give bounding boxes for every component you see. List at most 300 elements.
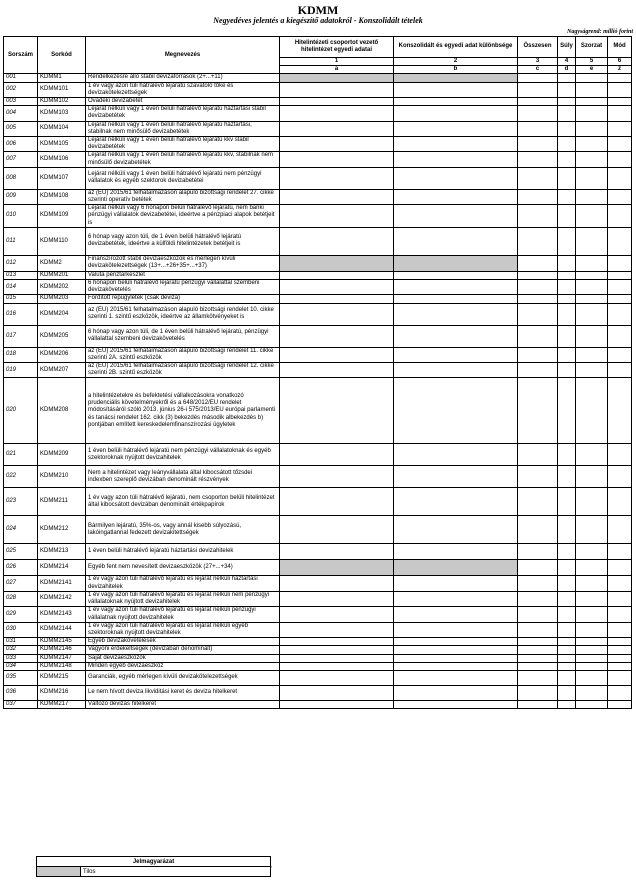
value-cell[interactable] — [558, 227, 576, 255]
value-cell[interactable] — [280, 227, 394, 255]
value-cell[interactable] — [518, 189, 558, 204]
header-sorszam: Sorszám — [4, 37, 38, 74]
value-cell[interactable] — [280, 466, 394, 488]
value-cell[interactable] — [558, 700, 576, 708]
value-cell[interactable] — [576, 662, 608, 670]
value-cell[interactable] — [518, 685, 558, 700]
value-cell[interactable] — [394, 670, 518, 685]
value-cell[interactable] — [576, 363, 608, 378]
row-code: KDMM108 — [38, 189, 86, 204]
value-cell[interactable] — [280, 444, 394, 466]
value-cell[interactable] — [394, 82, 518, 97]
row-description: 1 év vagy azon túli hátralévő lejáratú és lejárat nélküli nem pénzügyi vállalatoknak nyújtott devizahitelek — [86, 591, 280, 606]
value-cell[interactable] — [518, 152, 558, 167]
value-cell[interactable] — [518, 378, 558, 444]
value-cell[interactable] — [280, 205, 394, 228]
value-cell[interactable] — [608, 205, 632, 228]
value-cell[interactable] — [558, 638, 576, 646]
value-cell[interactable] — [608, 121, 632, 136]
row-code: KDMM102 — [38, 98, 86, 106]
value-cell[interactable] — [394, 654, 518, 662]
header-col-3: Összesen — [518, 37, 558, 58]
value-cell[interactable] — [518, 255, 558, 271]
value-cell[interactable] — [558, 607, 576, 622]
value-cell[interactable] — [608, 152, 632, 167]
value-cell[interactable] — [558, 280, 576, 295]
value-cell[interactable] — [558, 121, 576, 136]
value-cell[interactable] — [608, 638, 632, 646]
value-cell[interactable] — [394, 280, 518, 295]
value-cell[interactable] — [518, 662, 558, 670]
row-code: KDMM2145 — [38, 638, 86, 646]
value-cell[interactable] — [608, 363, 632, 378]
value-cell[interactable] — [280, 662, 394, 670]
value-cell[interactable] — [280, 295, 394, 303]
table-row — [4, 303, 632, 325]
value-cell[interactable] — [608, 607, 632, 622]
value-cell[interactable] — [394, 98, 518, 106]
value-cell[interactable] — [280, 591, 394, 606]
table-row — [4, 700, 632, 708]
row-code: KDMM101 — [38, 82, 86, 97]
value-cell[interactable] — [518, 303, 558, 325]
row-number: 020 — [4, 378, 38, 444]
value-cell[interactable] — [280, 607, 394, 622]
value-cell[interactable] — [608, 466, 632, 488]
value-cell[interactable] — [518, 622, 558, 637]
value-cell[interactable] — [280, 638, 394, 646]
header-sorkod: Sorkód — [38, 37, 86, 74]
value-cell[interactable] — [518, 670, 558, 685]
value-cell[interactable] — [518, 607, 558, 622]
value-cell[interactable] — [608, 654, 632, 662]
value-cell[interactable] — [280, 700, 394, 708]
header-row — [4, 37, 632, 58]
row-description: Vagyoni érdekeltségek (devizában denominált) — [86, 646, 280, 654]
value-cell[interactable] — [576, 82, 608, 97]
value-cell[interactable] — [394, 137, 518, 152]
value-cell[interactable] — [280, 670, 394, 685]
value-cell[interactable] — [608, 167, 632, 189]
value-cell[interactable] — [576, 622, 608, 637]
row-description: Egyéb devizakövetelések — [86, 638, 280, 646]
value-cell[interactable] — [576, 347, 608, 362]
value-cell[interactable] — [280, 271, 394, 279]
row-description: 1 éven belüli hátralévő lejáratú nem pénzügyi vállalatoknak és egyéb szektoroknak nyújtott devizahitelek — [86, 444, 280, 466]
value-cell[interactable] — [558, 325, 576, 347]
value-cell[interactable] — [280, 137, 394, 152]
value-cell[interactable] — [558, 106, 576, 121]
value-cell[interactable] — [576, 638, 608, 646]
value-cell[interactable] — [558, 255, 576, 271]
header-col-2: Konszolidált és egyedi adat különbsége — [394, 37, 518, 58]
row-number: 006 — [4, 137, 38, 152]
value-cell[interactable] — [576, 576, 608, 591]
value-cell[interactable] — [394, 646, 518, 654]
row-number: 034 — [4, 662, 38, 670]
value-cell[interactable] — [608, 685, 632, 700]
value-cell[interactable] — [608, 646, 632, 654]
value-cell[interactable] — [576, 303, 608, 325]
value-cell[interactable] — [576, 271, 608, 279]
row-description: az (EU) 2015/61 felhatalmazáson alapuló bizottsági rendelet 12. cikke szerinti 2B. szintű eszközök — [86, 363, 280, 378]
value-cell[interactable] — [280, 121, 394, 136]
value-cell[interactable] — [558, 363, 576, 378]
value-cell[interactable] — [608, 74, 632, 82]
value-cell[interactable] — [558, 74, 576, 82]
value-cell[interactable] — [280, 544, 394, 560]
header-col-5: Szorzat — [576, 37, 608, 58]
value-cell[interactable] — [558, 271, 576, 279]
disabled-cell — [394, 255, 518, 271]
row-code: KDMM2148 — [38, 662, 86, 670]
row-code: KDMM1 — [38, 74, 86, 82]
value-cell[interactable] — [576, 189, 608, 204]
value-cell[interactable] — [576, 74, 608, 82]
value-cell[interactable] — [518, 591, 558, 606]
value-cell[interactable] — [280, 303, 394, 325]
value-cell[interactable] — [576, 591, 608, 606]
page-title: KDMM — [297, 3, 339, 17]
value-cell[interactable] — [394, 167, 518, 189]
value-cell[interactable] — [576, 560, 608, 576]
value-cell[interactable] — [558, 685, 576, 700]
table-row — [4, 607, 632, 622]
value-cell[interactable] — [518, 280, 558, 295]
row-description: Egyéb fent nem nevesített devizaeszközök (27+...+34) — [86, 560, 280, 576]
disabled-cell — [280, 74, 394, 82]
table-row — [4, 662, 632, 670]
value-cell[interactable] — [558, 152, 576, 167]
table-row — [4, 106, 632, 121]
value-cell[interactable] — [518, 98, 558, 106]
row-code: KDMM217 — [38, 700, 86, 708]
value-cell[interactable] — [394, 638, 518, 646]
value-cell[interactable] — [394, 444, 518, 466]
value-cell[interactable] — [576, 325, 608, 347]
value-cell[interactable] — [518, 466, 558, 488]
row-description: Lejárat nélküli vagy 6 hónapon belüli hátralévő lejáratú, nem banki pénzügyi vállalatok devizabetétei, ideértve a pénzpiaci alapok betétjeit is — [86, 205, 280, 228]
value-cell[interactable] — [608, 106, 632, 121]
value-cell[interactable] — [576, 227, 608, 255]
value-cell[interactable] — [394, 700, 518, 708]
value-cell[interactable] — [558, 591, 576, 606]
value-cell[interactable] — [558, 622, 576, 637]
value-cell[interactable] — [518, 121, 558, 136]
table-row — [4, 638, 632, 646]
value-cell[interactable] — [280, 98, 394, 106]
value-cell[interactable] — [558, 662, 576, 670]
table-body — [4, 74, 632, 709]
row-description: Minden egyéb devizaeszköz — [86, 662, 280, 670]
value-cell[interactable] — [394, 607, 518, 622]
value-cell[interactable] — [576, 280, 608, 295]
value-cell[interactable] — [608, 189, 632, 204]
value-cell[interactable] — [608, 255, 632, 271]
header-col-1: Hitelintézeti csoportot vezető hitelintézet egyedi adatai — [280, 37, 394, 58]
value-cell[interactable] — [576, 106, 608, 121]
value-cell[interactable] — [558, 82, 576, 97]
row-description: Lejárat nélküli vagy 1 éven belüli hátralévő lejáratú nem pénzügyi vállalatok és egyéb szektorok devizabetétei — [86, 167, 280, 189]
value-cell[interactable] — [394, 662, 518, 670]
value-cell[interactable] — [608, 560, 632, 576]
value-cell[interactable] — [608, 98, 632, 106]
value-cell[interactable] — [558, 516, 576, 544]
value-cell[interactable] — [576, 646, 608, 654]
value-cell[interactable] — [518, 576, 558, 591]
value-cell[interactable] — [394, 591, 518, 606]
table-row — [4, 98, 632, 106]
header-col-6: Mód — [608, 37, 632, 58]
value-cell[interactable] — [280, 167, 394, 189]
table-row — [4, 444, 632, 466]
disabled-cell — [280, 560, 394, 576]
value-cell[interactable] — [518, 654, 558, 662]
value-cell[interactable] — [518, 74, 558, 82]
value-cell[interactable] — [394, 544, 518, 560]
value-cell[interactable] — [576, 685, 608, 700]
value-cell[interactable] — [576, 295, 608, 303]
value-cell[interactable] — [394, 227, 518, 255]
value-cell[interactable] — [608, 516, 632, 544]
row-code: KDMM109 — [38, 205, 86, 228]
value-cell[interactable] — [608, 378, 632, 444]
value-cell[interactable] — [518, 167, 558, 189]
value-cell[interactable] — [558, 167, 576, 189]
value-cell[interactable] — [394, 325, 518, 347]
value-cell[interactable] — [394, 106, 518, 121]
value-cell[interactable] — [558, 488, 576, 516]
row-code: KDMM203 — [38, 295, 86, 303]
value-cell[interactable] — [608, 591, 632, 606]
disabled-cell — [280, 255, 394, 271]
value-cell[interactable] — [280, 189, 394, 204]
row-code: KDMM105 — [38, 137, 86, 152]
value-cell[interactable] — [518, 137, 558, 152]
value-cell[interactable] — [558, 137, 576, 152]
value-cell[interactable] — [608, 576, 632, 591]
table-row — [4, 325, 632, 347]
value-cell[interactable] — [518, 516, 558, 544]
col-letter: b — [394, 66, 518, 74]
value-cell[interactable] — [394, 347, 518, 362]
value-cell[interactable] — [558, 654, 576, 662]
value-cell[interactable] — [518, 325, 558, 347]
value-cell[interactable] — [576, 466, 608, 488]
table-row — [4, 670, 632, 685]
value-cell[interactable] — [280, 363, 394, 378]
value-cell[interactable] — [280, 280, 394, 295]
row-code: KDMM215 — [38, 670, 86, 685]
row-code: KDMM213 — [38, 544, 86, 560]
value-cell[interactable] — [518, 271, 558, 279]
value-cell[interactable] — [518, 638, 558, 646]
value-cell[interactable] — [608, 488, 632, 516]
value-cell[interactable] — [394, 685, 518, 700]
value-cell[interactable] — [394, 516, 518, 544]
value-cell[interactable] — [518, 444, 558, 466]
value-cell[interactable] — [394, 363, 518, 378]
row-number: 005 — [4, 121, 38, 136]
value-cell[interactable] — [394, 303, 518, 325]
disabled-cell — [394, 74, 518, 82]
value-cell[interactable] — [608, 662, 632, 670]
value-cell[interactable] — [558, 670, 576, 685]
row-number: 025 — [4, 544, 38, 560]
row-code: KDMM209 — [38, 444, 86, 466]
value-cell[interactable] — [394, 189, 518, 204]
value-cell[interactable] — [608, 280, 632, 295]
value-cell[interactable] — [576, 607, 608, 622]
table-row — [4, 560, 632, 576]
table-row — [4, 295, 632, 303]
value-cell[interactable] — [608, 137, 632, 152]
value-cell[interactable] — [280, 152, 394, 167]
value-cell[interactable] — [394, 152, 518, 167]
table-row — [4, 280, 632, 295]
value-cell[interactable] — [280, 516, 394, 544]
value-cell[interactable] — [558, 444, 576, 466]
value-cell[interactable] — [558, 205, 576, 228]
value-cell[interactable] — [576, 167, 608, 189]
value-cell[interactable] — [280, 82, 394, 97]
value-cell[interactable] — [608, 325, 632, 347]
value-cell[interactable] — [558, 560, 576, 576]
col-number: 2 — [394, 58, 518, 66]
value-cell[interactable] — [608, 347, 632, 362]
row-number: 007 — [4, 152, 38, 167]
value-cell[interactable] — [576, 700, 608, 708]
value-cell[interactable] — [608, 700, 632, 708]
value-cell[interactable] — [608, 295, 632, 303]
value-cell[interactable] — [576, 121, 608, 136]
row-code: KDMM106 — [38, 152, 86, 167]
value-cell[interactable] — [576, 98, 608, 106]
table-row — [4, 466, 632, 488]
value-cell[interactable] — [608, 82, 632, 97]
value-cell[interactable] — [576, 137, 608, 152]
row-description: 6 hónap vagy azon túli, de 1 éven belüli hátralévő lejáratú, pénzügyi vállalattal szembeni devizakövetelés — [86, 325, 280, 347]
value-cell[interactable] — [394, 488, 518, 516]
value-cell[interactable] — [518, 560, 558, 576]
row-number: 033 — [4, 654, 38, 662]
value-cell[interactable] — [576, 544, 608, 560]
value-cell[interactable] — [558, 646, 576, 654]
value-cell[interactable] — [558, 576, 576, 591]
value-cell[interactable] — [576, 516, 608, 544]
value-cell[interactable] — [280, 378, 394, 444]
value-cell[interactable] — [518, 700, 558, 708]
row-code: KDMM2143 — [38, 607, 86, 622]
value-cell[interactable] — [280, 646, 394, 654]
value-cell[interactable] — [394, 576, 518, 591]
value-cell[interactable] — [608, 444, 632, 466]
value-cell[interactable] — [576, 205, 608, 228]
value-cell[interactable] — [394, 622, 518, 637]
value-cell[interactable] — [394, 466, 518, 488]
value-cell[interactable] — [518, 205, 558, 228]
row-description: Változó devizás hitelkeret — [86, 700, 280, 708]
value-cell[interactable] — [280, 654, 394, 662]
value-cell[interactable] — [558, 347, 576, 362]
value-cell[interactable] — [608, 670, 632, 685]
row-code: KDMM205 — [38, 325, 86, 347]
row-number: 023 — [4, 488, 38, 516]
value-cell[interactable] — [608, 227, 632, 255]
value-cell[interactable] — [394, 271, 518, 279]
table-row — [4, 227, 632, 255]
value-cell[interactable] — [394, 295, 518, 303]
value-cell[interactable] — [608, 271, 632, 279]
value-cell[interactable] — [280, 622, 394, 637]
value-cell[interactable] — [280, 576, 394, 591]
row-number: 017 — [4, 325, 38, 347]
value-cell[interactable] — [608, 544, 632, 560]
row-description: az (EU) 2015/61 felhatalmazáson alapuló bizottsági rendelet 10. cikke szerinti 1. szintű eszközök, ideértve az államkötvényeket is — [86, 303, 280, 325]
value-cell[interactable] — [608, 622, 632, 637]
value-cell[interactable] — [518, 295, 558, 303]
value-cell[interactable] — [518, 82, 558, 97]
value-cell[interactable] — [518, 106, 558, 121]
value-cell[interactable] — [558, 378, 576, 444]
row-description: 6 hónap vagy azon túli, de 1 éven belüli hátralévő lejáratú devizabetétek, ideértve a külföldi hitelintézetek betétjeit is — [86, 227, 280, 255]
value-cell[interactable] — [518, 646, 558, 654]
unit-note: Nagyságrend: millió forint — [566, 29, 633, 35]
row-description: 1 év vagy azon túli hátralévő lejáratú és lejárat nélküli egyéb szektoroknak nyújtott devizahitelek — [86, 622, 280, 637]
row-number: 037 — [4, 700, 38, 708]
col-letter: c — [518, 66, 558, 74]
value-cell[interactable] — [280, 347, 394, 362]
value-cell[interactable] — [394, 378, 518, 444]
row-number: 002 — [4, 82, 38, 97]
value-cell[interactable] — [576, 488, 608, 516]
row-number: 036 — [4, 685, 38, 700]
value-cell[interactable] — [280, 488, 394, 516]
value-cell[interactable] — [394, 121, 518, 136]
value-cell[interactable] — [518, 227, 558, 255]
value-cell[interactable] — [518, 363, 558, 378]
table-row — [4, 488, 632, 516]
value-cell[interactable] — [558, 295, 576, 303]
value-cell[interactable] — [558, 98, 576, 106]
row-number: 021 — [4, 444, 38, 466]
value-cell[interactable] — [518, 488, 558, 516]
value-cell[interactable] — [558, 189, 576, 204]
value-cell[interactable] — [576, 255, 608, 271]
value-cell[interactable] — [518, 347, 558, 362]
col-letter: d — [558, 66, 576, 74]
value-cell[interactable] — [518, 544, 558, 560]
value-cell[interactable] — [558, 466, 576, 488]
row-description: Óvadéki devizabetét — [86, 98, 280, 106]
value-cell[interactable] — [576, 378, 608, 444]
value-cell[interactable] — [576, 670, 608, 685]
row-description: Lejárat nélküli vagy 1 éven belüli hátralévő lejáratú kkv stabil devizabetétek — [86, 137, 280, 152]
value-cell[interactable] — [576, 152, 608, 167]
value-cell[interactable] — [280, 106, 394, 121]
value-cell[interactable] — [558, 303, 576, 325]
value-cell[interactable] — [280, 685, 394, 700]
value-cell[interactable] — [576, 444, 608, 466]
value-cell[interactable] — [608, 303, 632, 325]
page-subtitle: Negyedéves jelentés a kiegészítő adatokról - Konszolidált tételek — [213, 16, 423, 25]
value-cell[interactable] — [558, 544, 576, 560]
value-cell[interactable] — [280, 325, 394, 347]
value-cell[interactable] — [576, 654, 608, 662]
row-code: KDMM107 — [38, 167, 86, 189]
row-number: 018 — [4, 347, 38, 362]
value-cell[interactable] — [394, 205, 518, 228]
